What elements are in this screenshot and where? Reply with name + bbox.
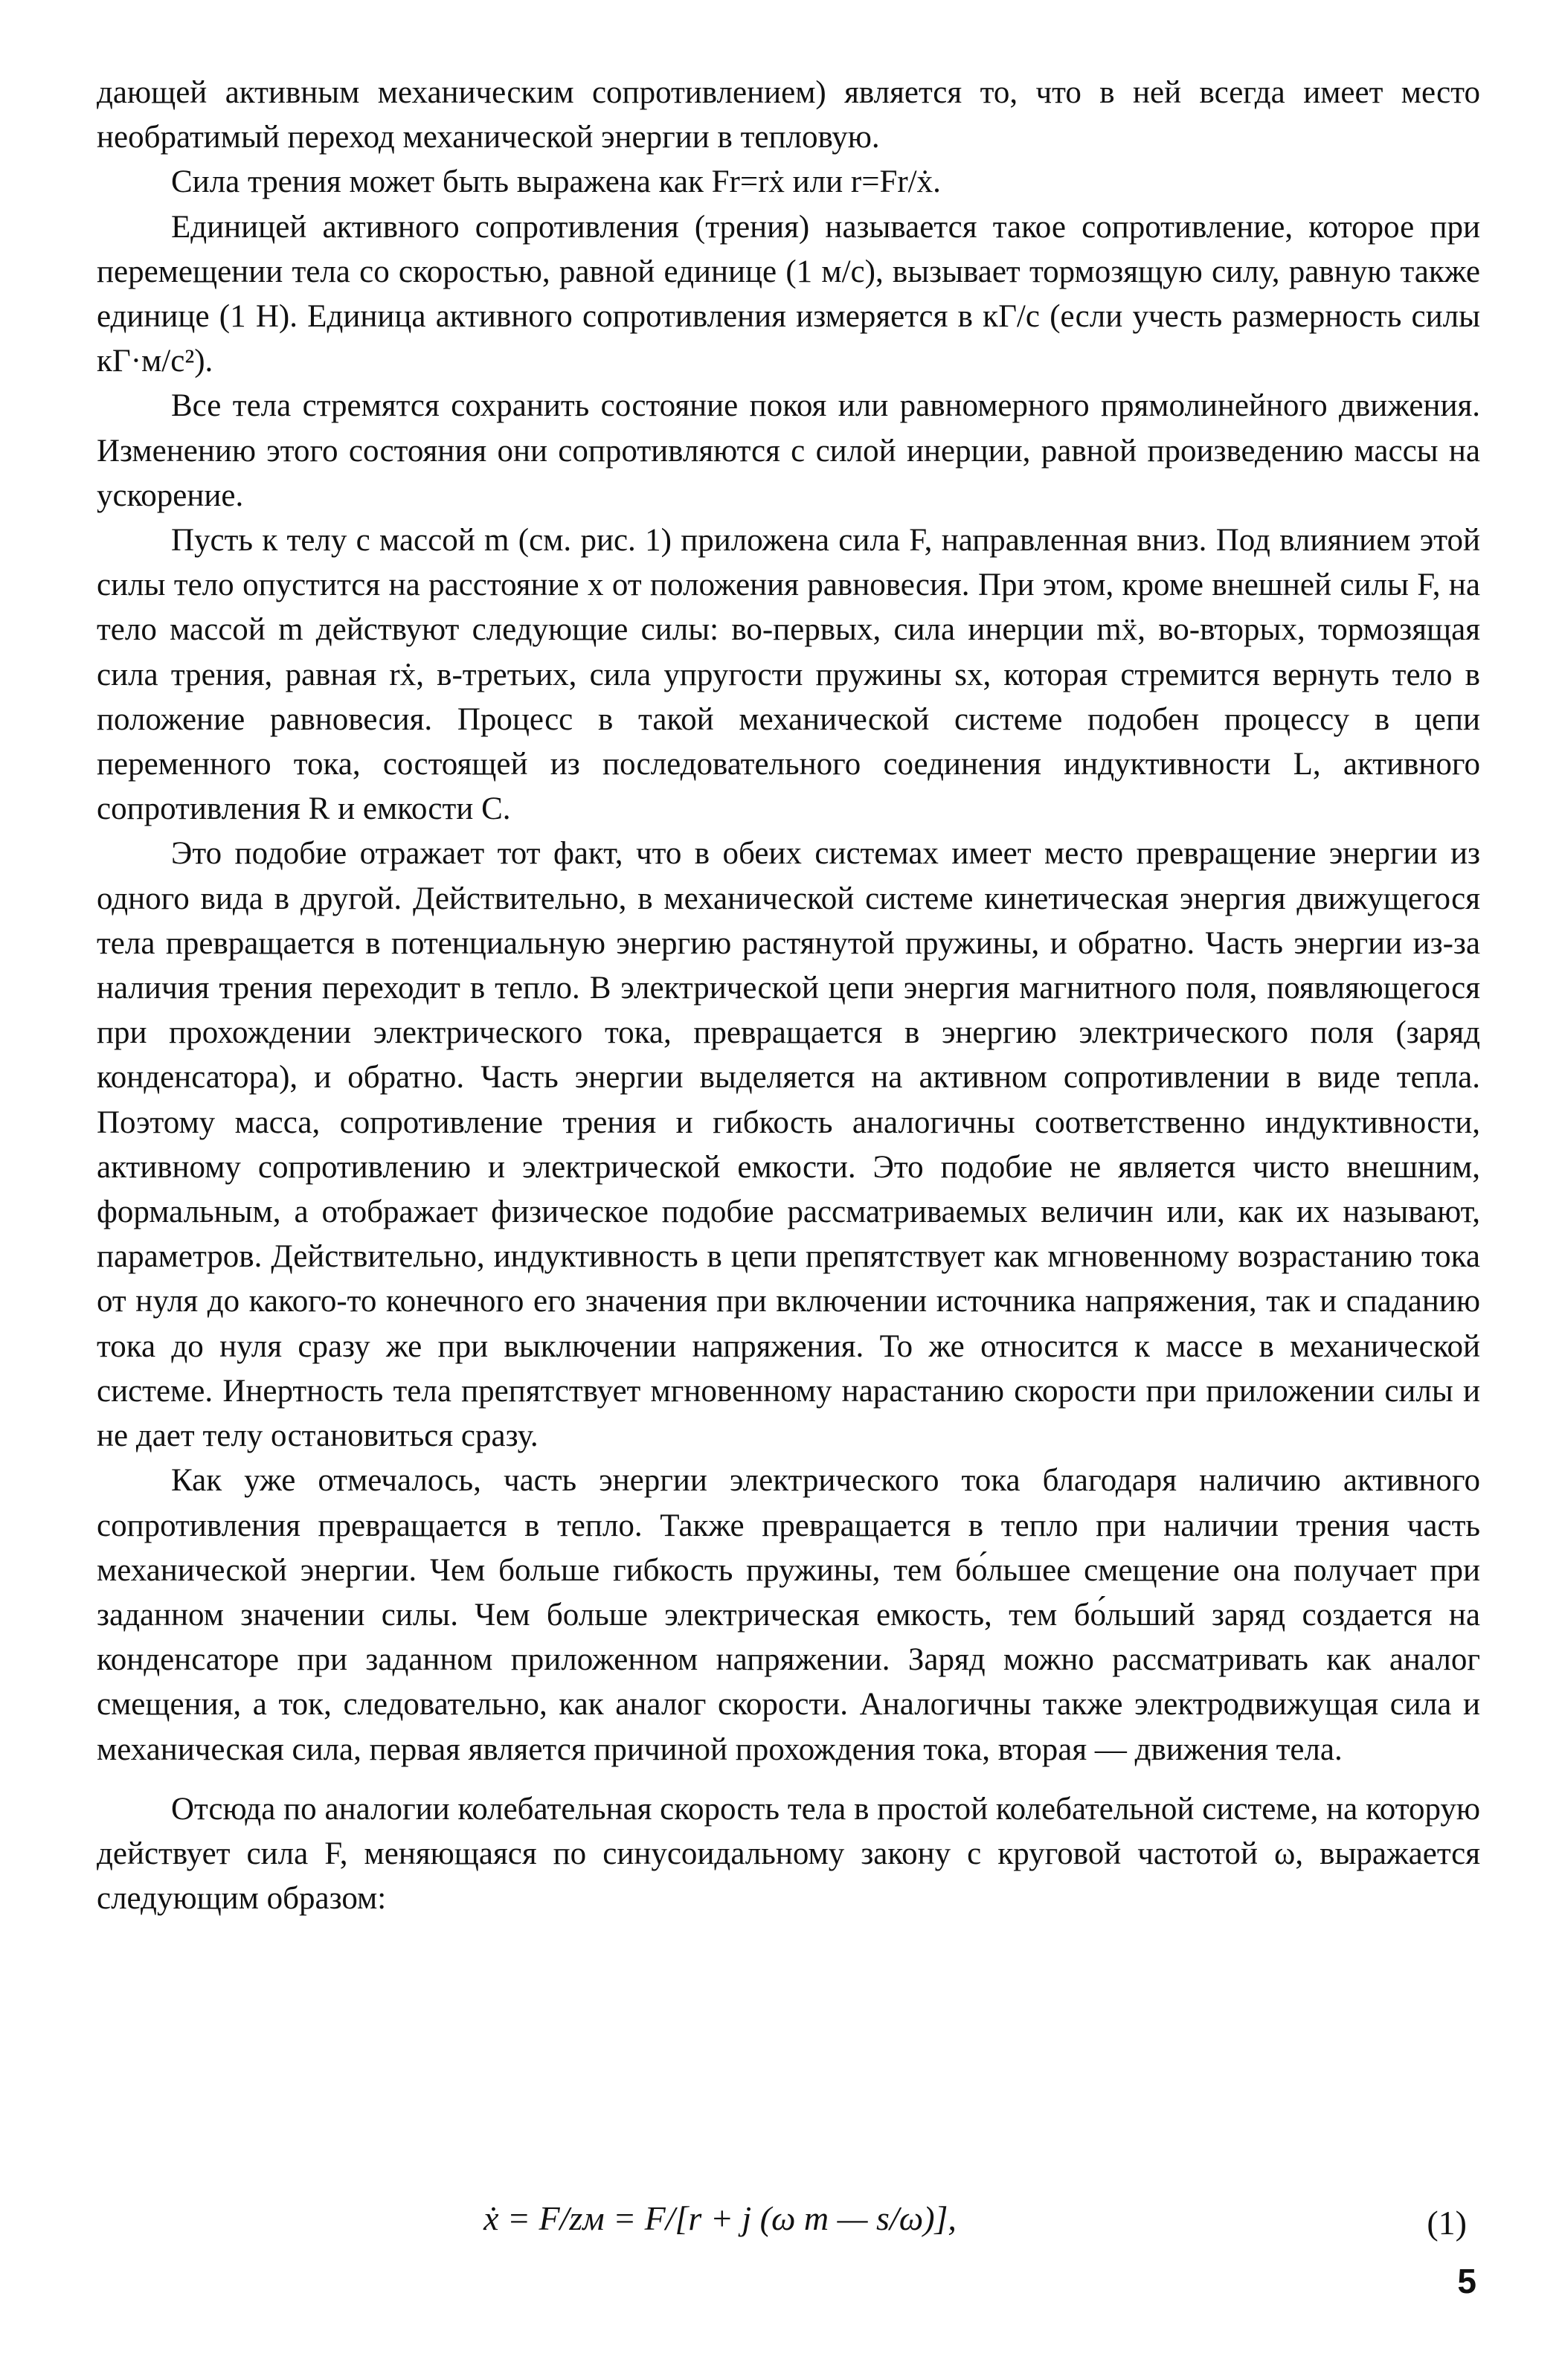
paragraph: Это подобие отражает тот факт, что в обеих системах имеет место превращение энергии из одного вида в другой. Действительно, в механической системе кинетическая энергия движущегося тела превращается в потенциальную энергию растянутой пружины, и обратно. Часть энергии из-за наличия трения переходит в тепло. В электрической цепи энергия магнитного поля, появляющегося при прохождении электрического тока, превращается в энергию электрического поля (заряд конденсатора), и обратно. Часть энергии выделяется на активном сопротивлении в виде тепла. Поэтому масса, сопротивление трения и гибкость аналогичны соответственно индуктивности, активному сопротивлению и электрической емкости. Это подобие не является чисто внешним, формальным, а отображает физическое подобие рассматриваемых величин или, как их называют, параметров. Действительно, индуктивность в цепи препятствует как мгновенному возрастанию тока от нуля до какого-то конечного его значения при включении источника напряжения, так и спаданию тока до нуля сразу же при выключении напряжения. То же относится к массе в механической системе. Инертность тела препятствует мгновенному нарастанию скорости при приложении силы и не дает телу остановиться сразу. [97, 836, 1480, 1454]
page-number: 5 [1457, 2262, 1476, 2300]
paragraph: Отсюда по аналогии колебательная скорость тела в простой колебательной системе, на которую действует сила F, меняющаяся по синусоидальному закону с круговой частотой ω, выражается следующим образом: [97, 1791, 1480, 1917]
paragraph: Как уже отмечалось, часть энергии электрического тока благодаря наличию активного сопротивления превращается в тепло. Также превращается в тепло при наличии трения часть механической энергии. Чем больше гибкость пружины, тем бо́льшее смещение она получает при заданном значении силы. Чем больше электрическая емкость, тем бо́льший заряд создается на конденсаторе при заданном приложенном напряжении. Заряд можно рассматривать как аналог смещения, а ток, следовательно, как аналог скорости. Аналогичны также электродвижущая сила и механическая сила, первая является причиной прохождения тока, вторая — движения тела. [97, 1463, 1480, 1767]
paragraph: Пусть к телу с массой m (см. рис. 1) приложена сила F, направленная вниз. Под влиянием этой силы тело опустится на расстояние x от положения равновесия. При этом, кроме внешней силы F, на тело массой m действуют следующие силы: во-первых, сила инерции mẍ, во-вторых, тормозящая сила трения, равная rẋ, в-третьих, сила упругости пружины sx, которая стремится вернуть тело в положение равновесия. Процесс в такой механической системе подобен процессу в цепи переменного тока, состоящей из последовательного соединения индуктивности L, активного сопротивления R и емкости C. [97, 523, 1480, 827]
equation-number: (1) [1427, 2204, 1467, 2242]
formula-row [97, 2199, 1480, 2251]
paragraph: Единицей активного сопротивления (трения) называется такое сопротивление, которое при перемещении тела со скоростью, равной единице (1 м/с), вызывает тормозящую силу, равную также единице (1 Н). Единица активного сопротивления измеряется в кГ/с (если учесть размерность силы кГ·м/с²). [97, 209, 1480, 379]
paragraph: Все тела стремятся сохранить состояние покоя или равномерного прямолинейного движения. Изменению этого состояния они сопротивляются с силой инерции, равной произведению массы на ускорение. [97, 388, 1480, 513]
paragraph: Сила трения может быть выражена как Fr=rẋ или r=Fr/ẋ. [171, 164, 941, 200]
equation: ẋ = F/zм = F/[r + j (ω m — s/ω)], [483, 2199, 957, 2237]
paragraph: дающей активным механическим сопротивлением) является то, что в ней всегда имеет место необратимый переход механической энергии в тепловую. [97, 75, 1480, 155]
page-body [97, 71, 1480, 1921]
